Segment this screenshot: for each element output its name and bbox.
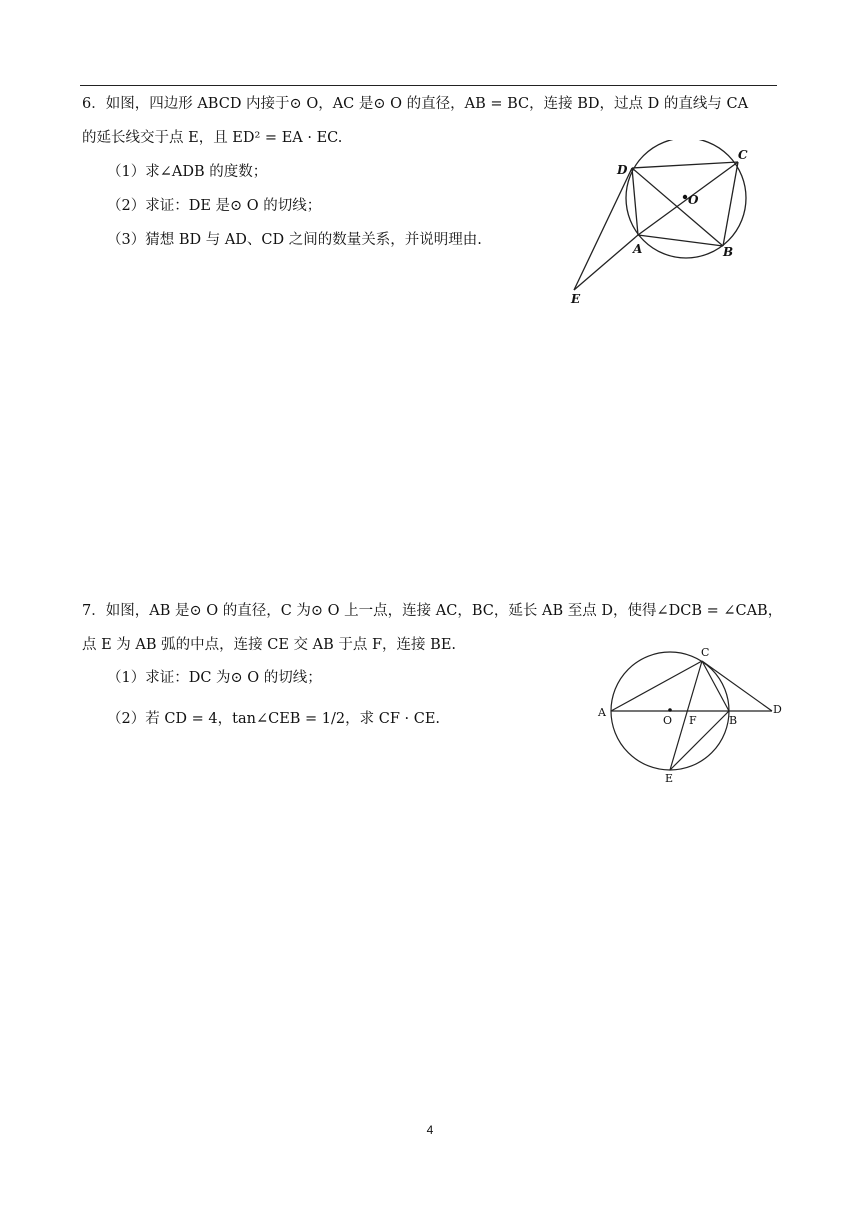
q7-stem-line1: 7．如图，AB 是⊙ O 的直径，C 为⊙ O 上一点，连接 AC，BC，延长 AB 至点 D，使得∠DCB = ∠CAB， — [82, 603, 783, 619]
q7-label-a: A — [598, 706, 606, 719]
q6-circle — [626, 140, 746, 258]
q6-part3: （3）猜想 BD 与 AD、CD 之间的数量关系，并说明理由. — [107, 232, 482, 248]
q7-stem-line2: 点 E 为 AB 弧的中点，连接 CE 交 AB 于点 F，连接 BE. — [82, 637, 457, 653]
q6-label-a: A — [633, 242, 643, 256]
q6-stem-line1: 6．如图，四边形 ABCD 内接于⊙ O，AC 是⊙ O 的直径，AB = BC，连接 BD，过点 D 的直线与 CA — [82, 96, 749, 112]
q7-label-o: O — [663, 714, 673, 727]
q7-label-d: D — [773, 703, 782, 716]
q7-part1: （1）求证：DC 为⊙ O 的切线； — [107, 670, 322, 686]
q6-part1: （1）求∠ADB 的度数； — [107, 164, 268, 180]
q6-label-o: O — [688, 193, 699, 207]
q6-label-c: C — [738, 148, 748, 162]
q7-figure — [590, 640, 790, 790]
q7-label-e: E — [665, 772, 674, 785]
page-number: 4 — [426, 1123, 434, 1137]
q6-label-d: D — [617, 163, 628, 177]
q6-stem-line2: 的延长线交于点 E，且 ED² = EA · EC. — [82, 130, 343, 146]
q7-label-c: C — [701, 646, 710, 659]
q7-label-f: F — [689, 714, 697, 727]
q6-part2: （2）求证：DE 是⊙ O 的切线； — [107, 198, 322, 214]
q6-label-e: E — [571, 292, 581, 306]
q6-figure — [560, 140, 780, 310]
q7-label-b: B — [729, 714, 738, 727]
q6-label-b: B — [723, 245, 734, 259]
header-rule — [80, 85, 777, 86]
q7-part2: （2）若 CD = 4，tan∠CEB = 1/2，求 CF · CE. — [107, 711, 441, 727]
